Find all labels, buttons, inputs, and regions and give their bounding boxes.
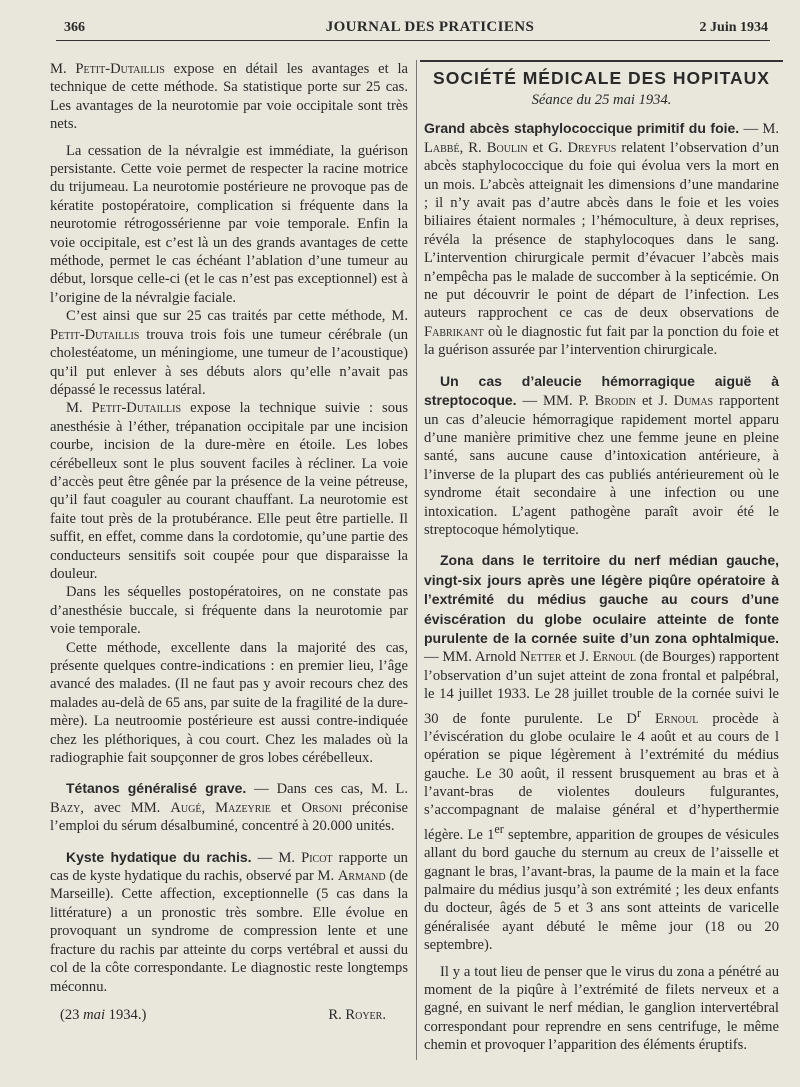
session-date: Séance du 25 mai 1934. bbox=[531, 92, 672, 108]
paragraph: Zona dans le territoire du nerf médian gauche, vingt-six jours après une légère piqûre opératoire à l’extrémité du médius gauche au cours d’une éviscération du globe oculaire atteinte de fonte purulente de la cornée suite d’un zona ophtalmique. — MM. Arnold Netter et J. Ernoul (de Bourges) rapportent l’observation d’un sujet atteint de zona frontal et palpébral, le 14 juillet 1933. Le 28 juillet trouble de la cornée suivi le 30 de fonte purulente. Le $D^r$ Ernoul procède à l’éviscération du globe oculaire le 4 août et au cours de l opération se pique légèrement à l’extrémité du médius gauche. Le 30 août, il ressent brusquement au bras et à l’avant-bras de violentes douleurs fulgurantes, s’accompagnant de malaise général et d’hyperthermie légère. Le 1er septembre, apparition de groupes de vésicules allant du bord gauche du sternum au creux de l’aisselle et gagnant le bras, l’avant-bras, la paume de la main et la face palmaire du médius jusqu’à son extrémité ; les deux enfants du docteur, âgés de 5 et 3 ans sont atteints de varicelle généralisée ayant débuté le même jour (18 ou 20 septembre). bbox=[424, 552, 780, 954]
author-name: Labbé bbox=[424, 139, 460, 156]
header-rule bbox=[56, 40, 770, 41]
author-name: Augé bbox=[170, 799, 202, 816]
author-name: M. Petit-Dutaillis bbox=[50, 308, 408, 343]
author-name: Boulin bbox=[486, 139, 528, 156]
paragraph: Kyste hydatique du rachis. — M. Picot rapporte un cas de kyste hydatique du rachis, observé par M. Armand (de Marseille). Cette affection, exceptionnelle (5 cas dans la littérature) a un pronostic très sombre. Elle évolue en provoquant un syndrome de compression lente et une fracture du rachis par atteinte du corps vertébral et aussi du col de la côte correspondante. Le diagnostic reste longtemps méconnu. bbox=[50, 848, 408, 995]
rubric-title: Un cas d’aleucie hémorragique aiguë à streptocoque. bbox=[424, 372, 779, 409]
author-name: Fabrikant bbox=[424, 323, 484, 340]
author-name: Mazeyrie bbox=[215, 799, 271, 816]
author-name: M. Petit-Dutaillis bbox=[66, 400, 182, 417]
section-title: SOCIÉTÉ MÉDICALE DES HOPITAUX bbox=[433, 68, 770, 88]
column-divider bbox=[416, 60, 417, 1060]
author-name: Netter bbox=[519, 649, 562, 666]
signature-date: (23 mai 1934.) bbox=[60, 1006, 147, 1023]
right-column bbox=[424, 60, 779, 1063]
rubric-title: Tétanos généralisé grave. bbox=[66, 780, 247, 797]
author-name: Brodin bbox=[594, 393, 637, 410]
rubric-title: Kyste hydatique du rachis. bbox=[66, 848, 252, 865]
left-column bbox=[50, 60, 408, 1024]
paragraph: Il y a tout lieu de penser que le virus du zona a pénétré au moment de la piqûre à l’extrémité de filets nerveux et a gagné, en suivant le nerf médian, le ganglion intervertébral correspondant pour reprendre en sens centrifuge, le même chemin et provoquer l’apparition des éléments éruptifs. bbox=[424, 963, 779, 1054]
author-name: Ernoul bbox=[655, 710, 699, 727]
author-name: Orsoni bbox=[301, 799, 343, 816]
paragraph: Dans les séquelles postopératoires, on ne constate pas d’anesthésie buccale, si fréquente dans la neurotomie par voie temporale. bbox=[50, 584, 408, 638]
paragraph: C’est ainsi que sur 25 cas traités par cette méthode, M. Petit-Dutaillis trouva trois fois une tumeur cérébrale (un cholestéatome, un méningiome, une tumeur de l’acoustique) qu’il put enlever à ses débuts alors qu’elle n’avait pas dépassé le recessus latéral. bbox=[50, 308, 408, 398]
paragraph: Tétanos généralisé grave. — Dans ces cas, M. L. Bazy, avec MM. Augé, Mazeyrie et Orsoni préconise l’emploi du sérum désalbuminé, concentré à 20.000 unités. bbox=[50, 780, 408, 835]
author-name: Ernoul bbox=[592, 649, 636, 666]
rubric-title: Zona dans le territoire du nerf médian gauche, vingt-six jours après une légère piqûre opératoire à l’extrémité du médius gauche au cours d’une éviscération du globe oculaire atteinte de fonte purulente de la cornée suite d’un zona ophtalmique. bbox=[424, 552, 779, 646]
paragraph: Cette méthode, excellente dans la majorité des cas, présente quelques contre-indications : en premier lieu, l’âge avancé des malades. (Il ne faut pas y avoir recours chez des malades au-delà de 65 ans, par suite de la fragilité de la dure-mère). La neutroomie postérieure est aussi contre-indiquée chez les pléthoriques, à cou court. Chez les malades où la radiographie fait soupçonner de gros lobes cérébelleux. bbox=[50, 639, 408, 767]
author-name: M. Petit-Dutaillis bbox=[50, 61, 165, 77]
author-name: M. L. Bazy bbox=[50, 781, 408, 816]
page-number: 366 bbox=[64, 20, 85, 35]
paragraph: Un cas d’aleucie hémorragique aiguë à streptocoque. — MM. P. Brodin et J. Dumas rapportent un cas d’aleucie hémorragique rapidement mortel apparu d’une manière primitive chez une femme jeune en pleine santé, sans aucune cause d’intoxication antérieure, à l’inverse de la plupart des cas publiés antérieurement où le syndrome était secondaire à une infection ou une intoxication. L’agent pathogène paraît avoir été le streptocoque hémolytique. bbox=[424, 372, 780, 538]
running-head bbox=[0, 18, 800, 40]
signature-line bbox=[50, 1006, 408, 1024]
rubric-title: Grand abcès staphylococcique primitif du foie. bbox=[424, 120, 740, 137]
author-name: Armand bbox=[337, 868, 386, 885]
author-name: Dreyfus bbox=[567, 139, 617, 156]
paragraph: Grand abcès staphylococcique primitif du foie. — M. Labbé, R. Boulin et G. Dreyfus relatent l’observation d’un abcès staphylococcique du foie qui évolua vers la mort en un mois. L’abcès atteignait les dimensions d’une mandarine ; il n’y avait pas d’autre abcès dans le foie et les voies biliaires étaient normales ; l’hémoculture, à deux reprises, révéla la présence de staphylocoques dans le sang. L’intervention chirurgicale permit d’évacuer l’abcès mais n’empêcha pas le malade de succomber à la septicémie. On ne put découvrir le point de départ de l’infection. Les auteurs rapprochent ce cas de deux observations de Fabrikant où le diagnostic fut fait par la ponction du foie et la guérison assurée par l’intervention chirurgicale. bbox=[424, 120, 780, 359]
paragraph: M. Petit-Dutaillis expose la technique suivie : sous anesthésie à l’éther, trépanation occipitale par une incision courbe, incision de la dure-mère en étoile. Les lobes cérébelleux sont le plus souvent faciles à récliner. La voie d’accès peut être gênée par la présence de la veine pétreuse, qu’il faut coaguler au courant chauffant. La neurotomie est faite tout près de la protubérance. Elle peut être partielle. Il suffit, en effet, comme dans la cordotomie, qu’une partie des conducteurs sensitifs soit coupée pour que disparaisse la douleur. bbox=[50, 400, 409, 582]
paragraph: M. Petit-Dutaillis expose en détail les avantages et la technique de cette méthode. Sa statistique porte sur 25 cas. Les avantages de la neurotomie par voie occipitale sont très nets. bbox=[50, 61, 408, 133]
author-name: Dumas bbox=[673, 393, 714, 410]
section-rule bbox=[420, 60, 783, 62]
issue-date: 2 Juin 1934 bbox=[699, 20, 768, 35]
journal-title: JOURNAL DES PRATICIENS bbox=[325, 19, 535, 35]
paragraph: La cessation de la névralgie est immédiate, la guérison persistante. Cette voie permet de respecter la racine motrice du trijumeau. La neurotomie postérieure ne provoque pas de kératite postopératoire, complication si fréquente dans la neurotomie rétrogossérienne par voie temporale. Enfin la voie occipitale, est c’est là un des grands avantages de cette méthode, permet le cas échéant l’ablation d’une tumeur au début, lorsque celle-ci (et le cas n’est pas exceptionnel) est à l’origine de la névralgie faciale. bbox=[50, 142, 408, 306]
signature-author: R. Royer. bbox=[328, 1006, 386, 1023]
author-name: Picot bbox=[301, 849, 333, 866]
